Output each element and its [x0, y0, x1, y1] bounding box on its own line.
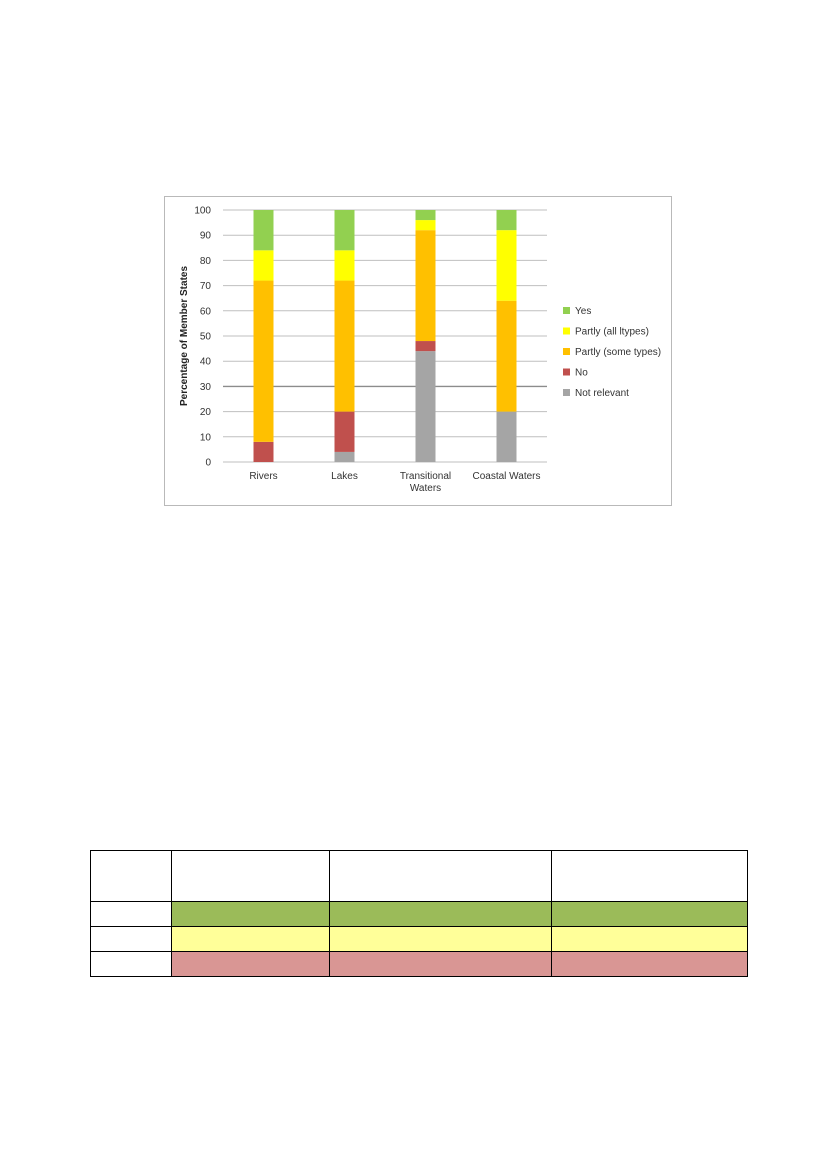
y-tick-label: 30 — [199, 381, 211, 393]
legend-label: Partly (some types) — [575, 347, 662, 358]
table-color-cell — [172, 927, 330, 952]
bar-segment — [416, 210, 436, 220]
y-axis-title: Percentage of Member States — [179, 265, 190, 407]
table-row — [91, 927, 748, 952]
bar-segment — [497, 412, 517, 462]
stacked-bar-chart — [165, 197, 671, 505]
bar-segment — [254, 250, 274, 280]
chart-frame — [164, 196, 672, 506]
table-header-row — [91, 851, 748, 902]
bar-segment — [416, 341, 436, 351]
legend-label: Partly (all ltypes) — [575, 326, 649, 338]
y-tick-label: 20 — [199, 407, 211, 419]
table-color-cell — [552, 927, 748, 952]
y-tick-label: 40 — [199, 356, 211, 368]
y-tick-label: 10 — [199, 432, 211, 444]
bar-segment — [335, 452, 355, 462]
y-tick-label: 100 — [194, 205, 211, 217]
bar-segment — [416, 230, 436, 341]
x-tick-label: Waters — [409, 483, 442, 494]
table-color-cell — [172, 952, 330, 977]
table-color-cell — [552, 952, 748, 977]
table-row-label-cell — [91, 902, 172, 927]
table-row — [91, 952, 748, 977]
legend-label: Not relevant — [575, 388, 629, 399]
legend — [563, 306, 661, 399]
legend-label: No — [575, 367, 588, 379]
bar-segment — [254, 281, 274, 442]
bar-segment — [335, 250, 355, 280]
table-row — [91, 902, 748, 927]
bar-segment — [497, 210, 517, 230]
table-header-cell — [172, 851, 330, 902]
table-row-label-cell — [91, 952, 172, 977]
table-header-cell — [91, 851, 172, 902]
table-header-cell — [552, 851, 748, 902]
bar-segment — [416, 351, 436, 462]
table-header-cell — [330, 851, 552, 902]
x-tick-label: Coastal Waters — [472, 471, 541, 482]
legend-swatch — [563, 369, 570, 376]
y-tick-label: 50 — [199, 331, 211, 343]
bar-segment — [497, 301, 517, 412]
table-row-label-cell — [91, 927, 172, 952]
bar-segment — [335, 281, 355, 412]
x-tick-label: Rivers — [249, 471, 278, 482]
table-color-cell — [172, 902, 330, 927]
table-color-cell — [330, 927, 552, 952]
bar-segment — [416, 220, 436, 230]
bar-segment — [254, 442, 274, 462]
y-tick-label: 80 — [199, 255, 211, 267]
legend-swatch — [563, 389, 570, 396]
legend-label: Yes — [575, 306, 592, 317]
bar-segment — [335, 210, 355, 250]
legend-swatch — [563, 328, 570, 335]
legend-swatch — [563, 307, 570, 314]
y-tick-label: 70 — [199, 281, 211, 293]
x-tick-label: Transitional — [399, 471, 452, 482]
bar-segment — [254, 210, 274, 250]
bar-segment — [497, 230, 517, 301]
table-color-cell — [330, 952, 552, 977]
y-tick-labels — [194, 206, 211, 469]
y-tick-label: 60 — [199, 306, 211, 318]
y-tick-label: 0 — [205, 457, 211, 469]
legend-swatch — [563, 348, 570, 355]
bar-segment — [335, 412, 355, 452]
x-tick-labels — [249, 471, 540, 494]
rating-table — [90, 850, 748, 977]
x-tick-label: Lakes — [331, 471, 358, 482]
table-color-cell — [330, 902, 552, 927]
y-tick-label: 90 — [199, 230, 211, 242]
table-color-cell — [552, 902, 748, 927]
